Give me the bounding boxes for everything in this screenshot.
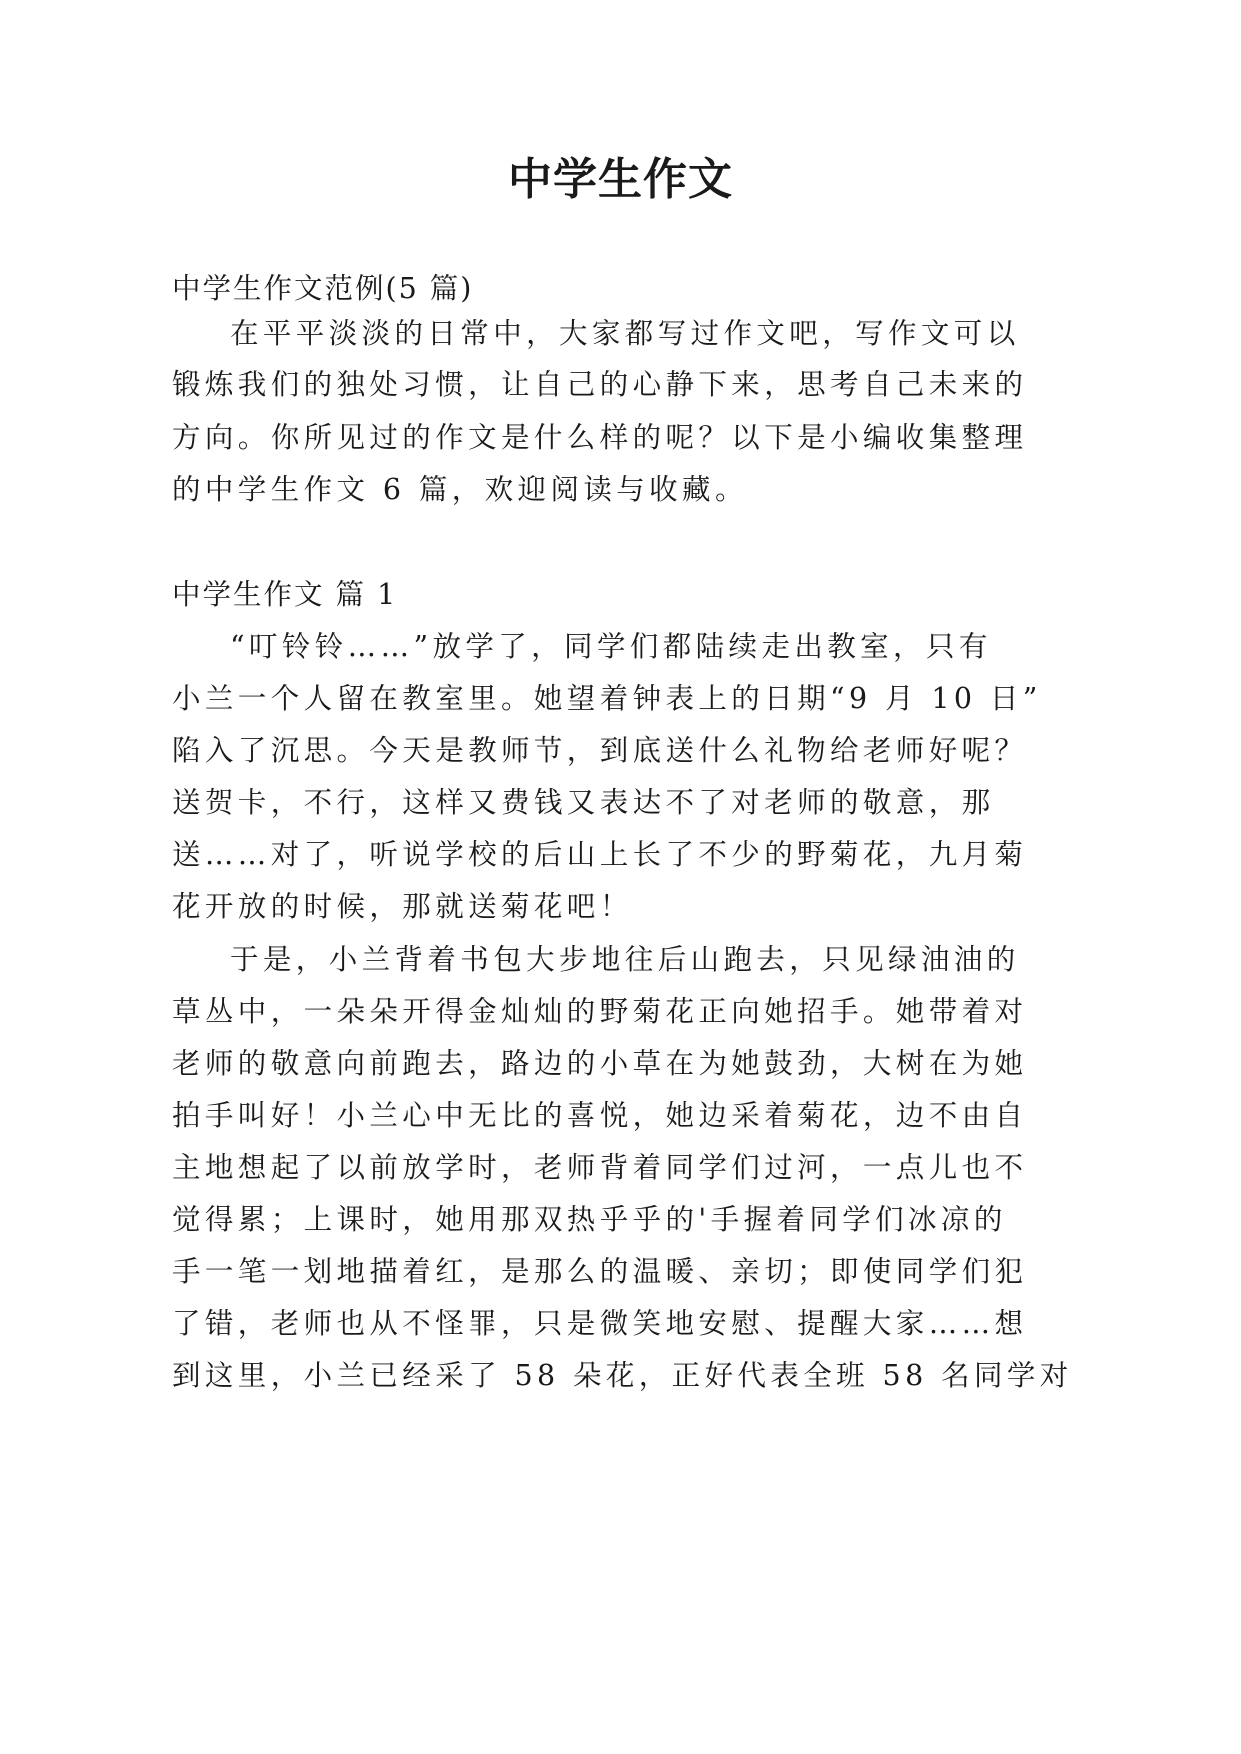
section-heading: 中学生作文 篇 1 [172,578,398,611]
paragraph-line: 花开放的时候，那就送菊花吧！ [172,890,633,923]
paragraph-line: 拍手叫好！小兰心中无比的喜悦，她边采着菊花，边不由自 [172,1099,1028,1132]
intro-line: 方向。你所见过的作文是什么样的呢？以下是小编收集整理 [172,421,1028,454]
document-title: 中学生作文 [508,154,733,205]
paragraph-line: 老师的敬意向前跑去，路边的小草在为她鼓劲，大树在为她 [172,1047,1028,1080]
paragraph-line: 觉得累；上课时，她用那双热乎乎的'手握着同学们冰凉的 [172,1203,1007,1236]
paragraph-line: 到这里，小兰已经采了 58 朵花，正好代表全班 58 名同学对 [172,1359,1073,1392]
paragraph-line: 送……对了，听说学校的后山上长了不少的野菊花，九月菊 [172,838,1028,871]
paragraph-line: 陷入了沉思。今天是教师节，到底送什么礼物给老师好呢？ [172,734,1028,767]
paragraph-line: 手一笔一划地描着红，是那么的温暖、亲切；即使同学们犯 [172,1255,1028,1288]
paragraph-line: “叮铃铃……”放学了，同学们都陆续走出教室，只有 [230,630,992,663]
document-subtitle: 中学生作文范例(5 篇) [172,272,474,305]
paragraph-line: 草丛中，一朵朵开得金灿灿的野菊花正向她招手。她带着对 [172,995,1028,1028]
paragraph-line: 于是，小兰背着书包大步地往后山跑去，只见绿油油的 [230,943,1020,976]
paragraph-line: 主地想起了以前放学时，老师背着同学们过河，一点儿也不 [172,1151,1028,1184]
intro-line: 的中学生作文 6 篇，欢迎阅读与收藏。 [172,473,748,506]
intro-line: 在平平淡淡的日常中，大家都写过作文吧，写作文可以 [230,317,1020,350]
paragraph-line: 了错，老师也从不怪罪，只是微笑地安慰、提醒大家……想 [172,1307,1028,1340]
intro-line: 锻炼我们的独处习惯，让自己的心静下来，思考自己未来的 [172,368,1028,401]
paragraph-line: 小兰一个人留在教室里。她望着钟表上的日期“9 月 10 日” [172,682,1042,715]
paragraph-line: 送贺卡，不行，这样又费钱又表达不了对老师的敬意，那 [172,786,995,819]
